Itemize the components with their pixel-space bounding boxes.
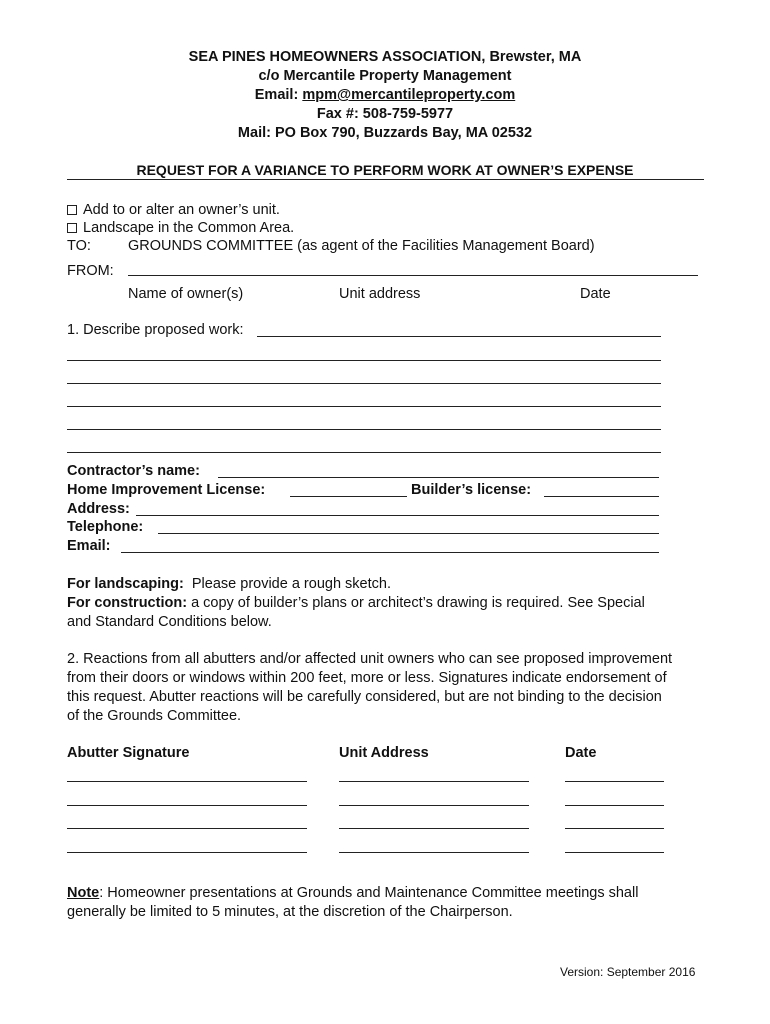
describe-line[interactable] — [67, 406, 661, 407]
unit-address-header: Unit Address — [339, 745, 429, 761]
home-improvement-label: Home Improvement License: — [67, 482, 266, 498]
footnote-label: Note — [67, 885, 100, 901]
abutter-signature-line[interactable] — [67, 805, 307, 806]
contractor-email-field[interactable] — [121, 552, 659, 553]
landscaping-note — [67, 575, 391, 593]
abutter-signature-line[interactable] — [67, 852, 307, 853]
contractor-name-field[interactable] — [218, 477, 659, 478]
abutter-date-line[interactable] — [565, 781, 664, 782]
landscaping-label: For landscaping: — [67, 576, 184, 592]
checkbox-icon[interactable] — [67, 223, 77, 233]
abutter-unit-line[interactable] — [339, 828, 529, 829]
address-label: Address: — [67, 501, 130, 517]
footnote-text: : Homeowner presentations at Grounds and Maintenance Committee meetings shall — [99, 885, 639, 901]
mail-line: Mail: PO Box 790, Buzzards Bay, MA 02532 — [237, 125, 533, 141]
col-owner-name: Name of owner(s) — [128, 286, 244, 302]
to-value: GROUNDS COMMITTEE (as agent of the Facilities Management Board) — [128, 238, 595, 254]
reactions-line: of the Grounds Committee. — [67, 708, 242, 724]
checkbox-icon[interactable] — [67, 205, 77, 215]
reactions-line: this request. Abutter reactions will be carefully considered, but are not binding to the decision — [67, 689, 662, 705]
builders-license-label: Builder’s license: — [411, 482, 532, 498]
footnote-line-2: generally be limited to 5 minutes, at the discretion of the Chairperson. — [67, 904, 513, 920]
landscaping-text: Please provide a rough sketch. — [191, 576, 391, 592]
footnote-line — [67, 884, 638, 902]
abutter-date-line[interactable] — [565, 828, 664, 829]
option-landscape-label: Landscape in the Common Area. — [83, 220, 295, 236]
email-line — [0, 86, 770, 105]
abutter-unit-line[interactable] — [339, 852, 529, 853]
construction-label: For construction: — [67, 595, 188, 611]
describe-line[interactable] — [67, 360, 661, 361]
construction-text: a copy of builder’s plans or architect’s drawing is required. See Special — [191, 595, 645, 611]
care-of: c/o Mercantile Property Management — [258, 68, 512, 84]
abutter-signature-header: Abutter Signature — [67, 745, 190, 761]
abutter-signature-line[interactable] — [67, 781, 307, 782]
form-title: REQUEST FOR A VARIANCE TO PERFORM WORK AT OWNER’S EXPENSE — [136, 162, 634, 178]
telephone-field[interactable] — [158, 533, 659, 534]
col-unit-address: Unit address — [339, 286, 421, 302]
fax-line: Fax #: 508-759-5977 — [316, 106, 454, 122]
abutter-signature-line[interactable] — [67, 828, 307, 829]
describe-line[interactable] — [67, 383, 661, 384]
date-header: Date — [565, 745, 597, 761]
option-landscape[interactable] — [67, 219, 294, 237]
abutter-date-line[interactable] — [565, 852, 664, 853]
describe-line[interactable] — [257, 336, 661, 337]
address-field[interactable] — [136, 515, 659, 516]
abutter-unit-line[interactable] — [339, 781, 529, 782]
title-rule — [67, 179, 704, 180]
email-link[interactable]: mpm@mercantileproperty.com — [302, 87, 516, 103]
abutter-unit-line[interactable] — [339, 805, 529, 806]
contractor-name-label: Contractor’s name: — [67, 463, 200, 479]
describe-line[interactable] — [67, 429, 661, 430]
to-label: TO: — [67, 238, 91, 254]
from-label: FROM: — [67, 263, 114, 279]
col-date: Date — [580, 286, 611, 302]
reactions-line: from their doors or windows within 200 feet, more or less. Signatures indicate endorsement of — [67, 670, 667, 686]
from-input-line[interactable] — [128, 275, 698, 276]
email-label: Email: — [254, 87, 303, 103]
construction-note-cont: and Standard Conditions below. — [67, 614, 272, 630]
option-alter-unit[interactable] — [67, 201, 280, 219]
option-alter-unit-label: Add to or alter an owner’s unit. — [83, 202, 280, 218]
home-improvement-field[interactable] — [290, 496, 407, 497]
describe-line[interactable] — [67, 452, 661, 453]
telephone-label: Telephone: — [67, 519, 144, 535]
email-field-label: Email: — [67, 538, 111, 554]
reactions-line: 2. Reactions from all abutters and/or affected unit owners who can see proposed improvement — [67, 651, 673, 667]
describe-label: 1. Describe proposed work: — [67, 322, 244, 338]
construction-note — [67, 594, 645, 612]
org-title: SEA PINES HOMEOWNERS ASSOCIATION, Brewster, MA — [188, 49, 582, 65]
version-label: Version: September 2016 — [560, 965, 696, 979]
abutter-date-line[interactable] — [565, 805, 664, 806]
builders-license-field[interactable] — [544, 496, 659, 497]
